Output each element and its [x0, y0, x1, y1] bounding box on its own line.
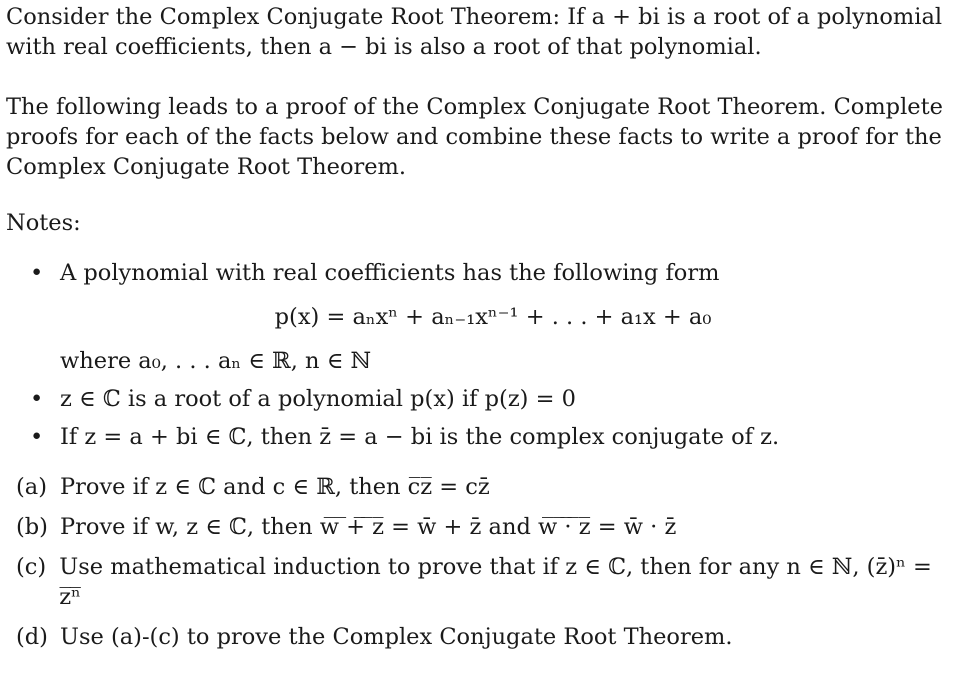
notes-list — [6, 258, 946, 452]
part-b — [16, 512, 946, 542]
part-label: (b) — [16, 514, 48, 540]
theorem-statement: Consider the Complex Conjugate Root Theorem: If a + bi is a root of a polynomial with real coefficients, then a − bi is also a root of that polynomial. — [6, 4, 943, 60]
part-a — [16, 472, 946, 502]
part-text: Use (a)-(c) to prove the Complex Conjugate Root Theorem. — [60, 624, 733, 650]
polynomial-formula: p(x) = aₙxⁿ + aₙ₋₁xⁿ⁻¹ + . . . + a₁x + a₀ — [274, 304, 712, 330]
part-d — [16, 622, 946, 652]
exercise-parts — [6, 472, 946, 652]
part-text: Use mathematical induction to prove that if z ∈ ℂ, then for any n ∈ ℕ, (z̄)ⁿ = z̅ⁿ̅ — [59, 554, 932, 610]
note-root-definition: • z ∈ ℂ is a root of a polynomial p(x) if p(z) = 0 — [30, 384, 946, 414]
part-label: (d) — [16, 624, 48, 650]
note-polynomial-text: • A polynomial with real coefficients has the following form — [60, 260, 720, 286]
part-text: Prove if z ∈ ℂ and c ∈ ℝ, then c̅z̅ = cz̄ — [60, 474, 490, 500]
note-coefficient-domain: where a₀, . . . aₙ ∈ ℝ, n ∈ ℕ — [60, 348, 372, 374]
part-text: Prove if w, z ∈ ℂ, then w̅ ̅+̅ ̅z̅ = w̄ + z̄ and w̅ ̅·̅ ̅z̅ = w̄ · z̄ — [60, 514, 677, 540]
part-c — [16, 552, 946, 612]
notes-heading: Notes: — [6, 210, 81, 236]
note-conjugate-definition: • If z = a + bi ∈ ℂ, then z̄ = a − bi is the complex conjugate of z. — [30, 422, 946, 452]
part-label: (c) — [16, 554, 47, 580]
intro-paragraph: The following leads to a proof of the Complex Conjugate Root Theorem. Complete proofs for each of the facts below and combine these facts to write a proof for the Complex Conjugate Root Theorem. — [6, 94, 943, 180]
part-label: (a) — [16, 474, 47, 500]
note-polynomial-form — [30, 258, 946, 376]
document-page — [6, 2, 946, 662]
